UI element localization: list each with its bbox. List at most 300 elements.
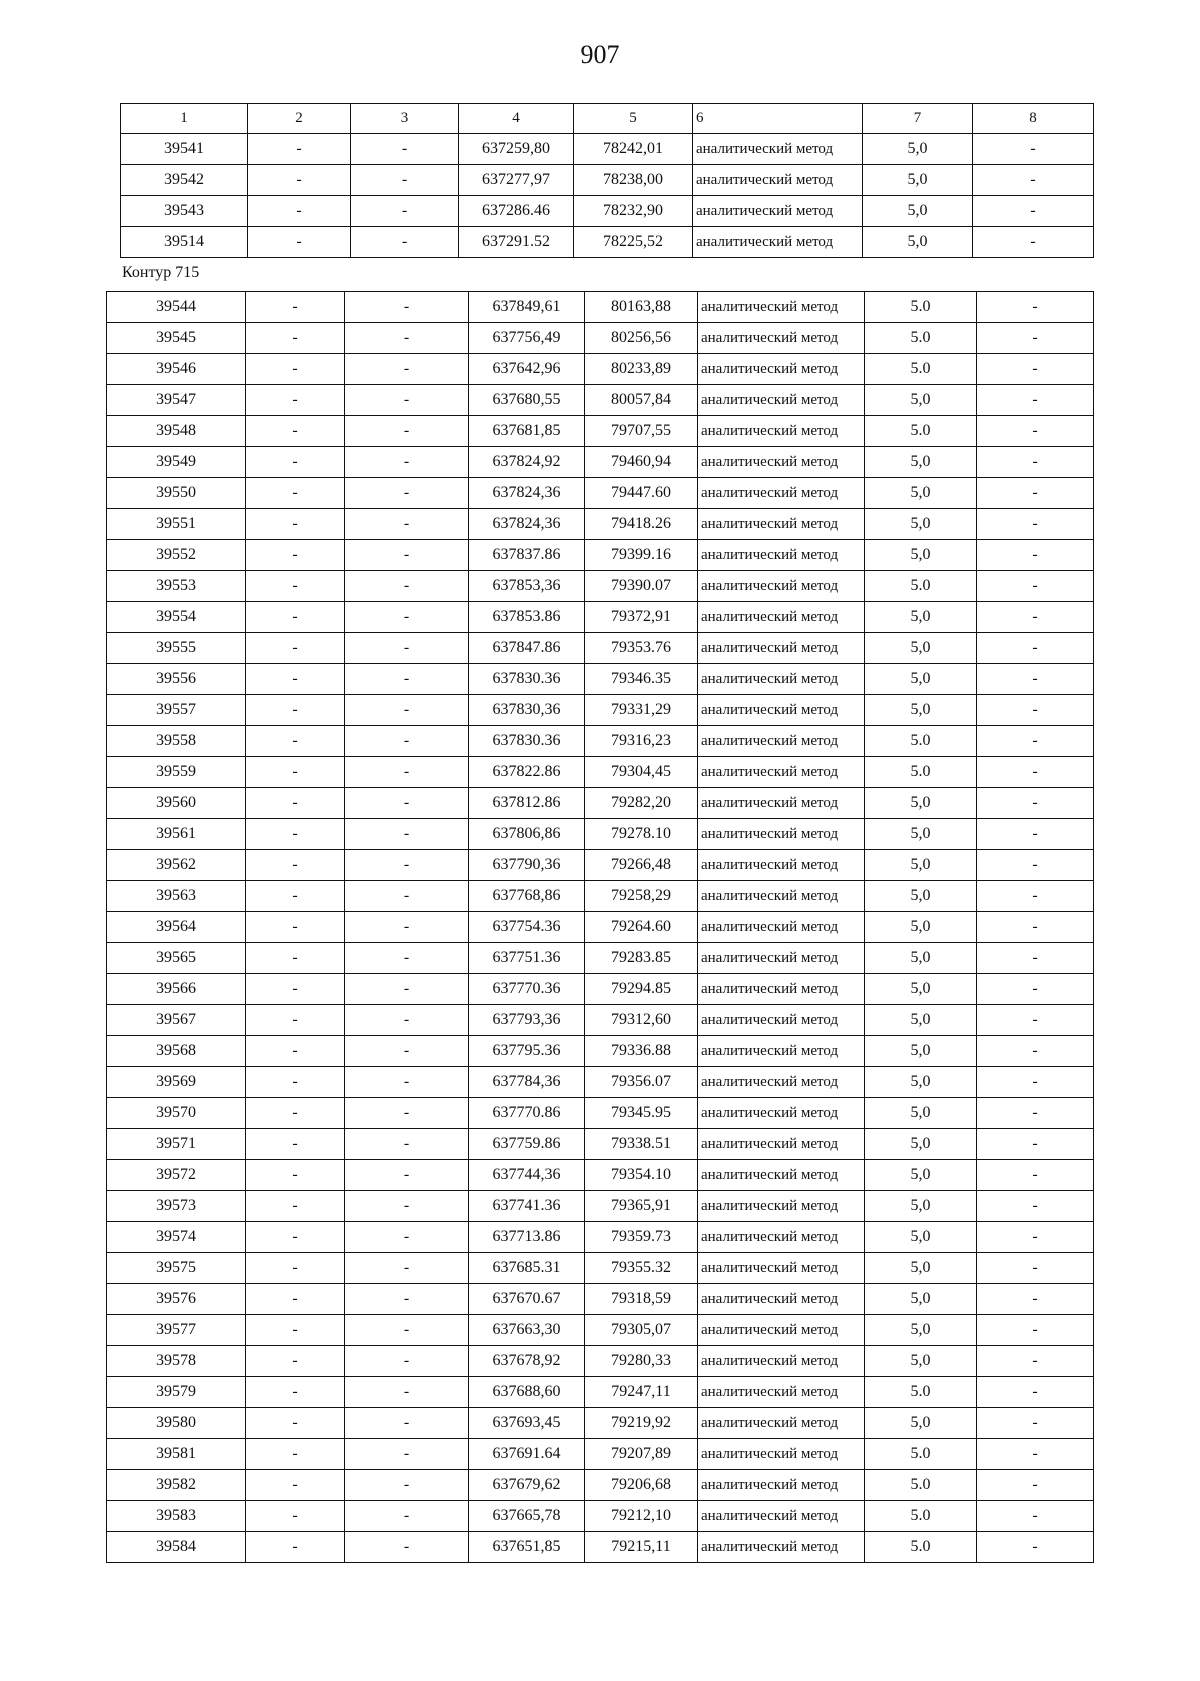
cell-col-3: - [351, 227, 459, 258]
cell-col-8: - [977, 1408, 1094, 1439]
cell-col-3: - [345, 1408, 469, 1439]
table-row [107, 571, 1094, 602]
cell-col-5: 79346.35 [585, 664, 698, 695]
cell-col-3: - [345, 1191, 469, 1222]
cell-col-8: - [977, 354, 1094, 385]
cell-col-1: 39550 [107, 478, 246, 509]
cell-col-3: - [345, 478, 469, 509]
cell-col-5: 79294.85 [585, 974, 698, 1005]
cell-col-1: 39575 [107, 1253, 246, 1284]
cell-col-8: - [977, 1377, 1094, 1408]
cell-col-7: 5,0 [865, 664, 977, 695]
cell-col-2: - [246, 602, 345, 633]
contour-caption: Контур 715 [122, 264, 200, 281]
cell-col-3: - [345, 1315, 469, 1346]
cell-col-3: - [345, 509, 469, 540]
cell-col-7: 5,0 [865, 881, 977, 912]
cell-col-3: - [345, 292, 469, 323]
cell-col-2: - [246, 819, 345, 850]
cell-col-8: - [977, 1036, 1094, 1067]
cell-col-3: - [345, 540, 469, 571]
cell-col-4: 637713.86 [469, 1222, 585, 1253]
cell-col-4: 637830.36 [469, 664, 585, 695]
cell-col-7: 5.0 [865, 1439, 977, 1470]
cell-col-7: 5,0 [865, 1284, 977, 1315]
cell-col-2: - [246, 1439, 345, 1470]
cell-col-3: - [345, 354, 469, 385]
table-row [107, 1439, 1094, 1470]
cell-col-8: - [973, 134, 1094, 165]
cell-col-6: аналитический метод [698, 1315, 865, 1346]
cell-col-6: аналитический метод [698, 354, 865, 385]
cell-col-6: аналитический метод [698, 1439, 865, 1470]
cell-col-3: - [345, 1346, 469, 1377]
cell-col-1: 39554 [107, 602, 246, 633]
cell-col-5: 79312,60 [585, 1005, 698, 1036]
cell-col-7: 5.0 [865, 323, 977, 354]
cell-col-6: аналитический метод [698, 695, 865, 726]
cell-col-8: - [977, 1346, 1094, 1377]
table-row [107, 943, 1094, 974]
cell-col-1: 39549 [107, 447, 246, 478]
cell-col-1: 39578 [107, 1346, 246, 1377]
cell-col-3: - [345, 447, 469, 478]
cell-col-2: - [246, 571, 345, 602]
cell-col-2: - [246, 1346, 345, 1377]
cell-col-5: 79354.10 [585, 1160, 698, 1191]
cell-col-2: - [246, 757, 345, 788]
table-row [107, 602, 1094, 633]
cell-col-8: - [977, 881, 1094, 912]
cell-col-5: 79264.60 [585, 912, 698, 943]
cell-col-1: 39580 [107, 1408, 246, 1439]
cell-col-4: 637793,36 [469, 1005, 585, 1036]
cell-col-7: 5,0 [865, 695, 977, 726]
cell-col-4: 637824,92 [469, 447, 585, 478]
cell-col-5: 79266,48 [585, 850, 698, 881]
cell-col-6: аналитический метод [698, 788, 865, 819]
cell-col-8: - [977, 1222, 1094, 1253]
cell-col-2: - [246, 447, 345, 478]
cell-col-6: аналитический метод [698, 1408, 865, 1439]
cell-col-3: - [345, 1222, 469, 1253]
cell-col-6: аналитический метод [698, 819, 865, 850]
cell-col-8: - [977, 1284, 1094, 1315]
cell-col-1: 39574 [107, 1222, 246, 1253]
cell-col-2: - [246, 1315, 345, 1346]
cell-col-4: 637770.86 [469, 1098, 585, 1129]
cell-col-8: - [977, 292, 1094, 323]
cell-col-7: 5,0 [865, 1315, 977, 1346]
cell-col-4: 637812.86 [469, 788, 585, 819]
cell-col-2: - [246, 1191, 345, 1222]
cell-col-1: 39557 [107, 695, 246, 726]
cell-col-1: 39576 [107, 1284, 246, 1315]
table-row [107, 1067, 1094, 1098]
cell-col-5: 78225,52 [574, 227, 693, 258]
cell-col-8: - [977, 1439, 1094, 1470]
cell-col-3: - [345, 974, 469, 1005]
table-row [121, 165, 1094, 196]
cell-col-8: - [977, 540, 1094, 571]
cell-col-8: - [977, 571, 1094, 602]
cell-col-5: 79338.51 [585, 1129, 698, 1160]
cell-col-4: 637824,36 [469, 478, 585, 509]
cell-col-2: - [246, 416, 345, 447]
cell-col-8: - [977, 385, 1094, 416]
cell-col-2: - [248, 134, 351, 165]
cell-col-5: 79390.07 [585, 571, 698, 602]
cell-col-8: - [977, 323, 1094, 354]
cell-col-7: 5.0 [865, 757, 977, 788]
cell-col-6: аналитический метод [698, 1067, 865, 1098]
cell-col-7: 5,0 [865, 1222, 977, 1253]
table-row [121, 196, 1094, 227]
table-row [107, 1129, 1094, 1160]
cell-col-2: - [246, 912, 345, 943]
cell-col-3: - [351, 196, 459, 227]
cell-col-3: - [345, 1501, 469, 1532]
cell-col-2: - [246, 974, 345, 1005]
cell-col-6: аналитический метод [698, 757, 865, 788]
table-row [107, 323, 1094, 354]
cell-col-6: аналитический метод [698, 1284, 865, 1315]
cell-col-7: 5,0 [865, 1098, 977, 1129]
cell-col-2: - [246, 509, 345, 540]
cell-col-1: 39553 [107, 571, 246, 602]
cell-col-7: 5.0 [865, 292, 977, 323]
table-row [107, 1377, 1094, 1408]
table-row [107, 540, 1094, 571]
cell-col-8: - [977, 1315, 1094, 1346]
cell-col-4: 637806,86 [469, 819, 585, 850]
cell-col-5: 79219,92 [585, 1408, 698, 1439]
cell-col-7: 5,0 [863, 196, 973, 227]
cell-col-3: - [345, 416, 469, 447]
cell-col-2: - [246, 1222, 345, 1253]
cell-col-4: 637756,49 [469, 323, 585, 354]
cell-col-5: 79447.60 [585, 478, 698, 509]
cell-col-8: - [977, 1160, 1094, 1191]
cell-col-1: 39564 [107, 912, 246, 943]
cell-col-1: 39568 [107, 1036, 246, 1067]
coordinates-table-top [120, 103, 1094, 258]
cell-col-8: - [977, 602, 1094, 633]
cell-col-1: 39577 [107, 1315, 246, 1346]
cell-col-7: 5,0 [863, 134, 973, 165]
cell-col-8: - [973, 165, 1094, 196]
cell-col-6: аналитический метод [698, 726, 865, 757]
cell-col-1: 39544 [107, 292, 246, 323]
cell-col-5: 79258,29 [585, 881, 698, 912]
cell-col-6: аналитический метод [698, 540, 865, 571]
cell-col-2: - [246, 1253, 345, 1284]
cell-col-8: - [977, 664, 1094, 695]
cell-col-4: 637685.31 [469, 1253, 585, 1284]
cell-col-3: - [345, 664, 469, 695]
cell-col-6: аналитический метод [698, 323, 865, 354]
cell-col-3: - [345, 1160, 469, 1191]
cell-col-1: 39583 [107, 1501, 246, 1532]
cell-col-3: - [345, 571, 469, 602]
cell-col-4: 637277,97 [459, 165, 574, 196]
cell-col-8: - [977, 447, 1094, 478]
cell-col-5: 78232,90 [574, 196, 693, 227]
cell-col-8: - [977, 633, 1094, 664]
cell-col-8: - [977, 974, 1094, 1005]
cell-col-2: - [246, 540, 345, 571]
cell-col-4: 637759.86 [469, 1129, 585, 1160]
cell-col-2: - [246, 1377, 345, 1408]
table-row [107, 354, 1094, 385]
cell-col-7: 7 [863, 104, 973, 134]
cell-col-5: 79207,89 [585, 1439, 698, 1470]
cell-col-6: аналитический метод [698, 1036, 865, 1067]
cell-col-4: 637693,45 [469, 1408, 585, 1439]
coordinates-table-main [106, 291, 1094, 1563]
cell-col-6: 6 [693, 104, 863, 134]
cell-col-6: аналитический метод [693, 134, 863, 165]
cell-col-7: 5.0 [865, 726, 977, 757]
cell-col-4: 637665,78 [469, 1501, 585, 1532]
cell-col-5: 80256,56 [585, 323, 698, 354]
cell-col-6: аналитический метод [698, 1501, 865, 1532]
cell-col-3: - [345, 788, 469, 819]
cell-col-2: - [246, 1067, 345, 1098]
cell-col-2: - [246, 323, 345, 354]
cell-col-3: - [345, 633, 469, 664]
cell-col-4: 637822.86 [469, 757, 585, 788]
cell-col-6: аналитический метод [698, 478, 865, 509]
cell-col-7: 5.0 [865, 416, 977, 447]
cell-col-4: 637286.46 [459, 196, 574, 227]
cell-col-3: - [345, 1036, 469, 1067]
cell-col-1: 39572 [107, 1160, 246, 1191]
cell-col-7: 5.0 [865, 571, 977, 602]
cell-col-6: аналитический метод [698, 633, 865, 664]
cell-col-1: 39559 [107, 757, 246, 788]
cell-col-1: 1 [121, 104, 248, 134]
cell-col-8: - [977, 757, 1094, 788]
cell-col-5: 79316,23 [585, 726, 698, 757]
cell-col-6: аналитический метод [698, 1191, 865, 1222]
cell-col-4: 637291.52 [459, 227, 574, 258]
cell-col-1: 39563 [107, 881, 246, 912]
cell-col-6: аналитический метод [698, 850, 865, 881]
cell-col-1: 39543 [121, 196, 248, 227]
cell-col-6: аналитический метод [698, 416, 865, 447]
cell-col-4: 637688,60 [469, 1377, 585, 1408]
cell-col-5: 80163,88 [585, 292, 698, 323]
table-row [107, 1036, 1094, 1067]
cell-col-6: аналитический метод [698, 292, 865, 323]
cell-col-6: аналитический метод [698, 1005, 865, 1036]
cell-col-5: 78242,01 [574, 134, 693, 165]
cell-col-4: 637741.36 [469, 1191, 585, 1222]
cell-col-4: 637770.36 [469, 974, 585, 1005]
cell-col-3: - [345, 1005, 469, 1036]
cell-col-4: 637784,36 [469, 1067, 585, 1098]
cell-col-8: 8 [973, 104, 1094, 134]
cell-col-3: - [345, 943, 469, 974]
cell-col-6: аналитический метод [698, 1098, 865, 1129]
cell-col-3: - [345, 1284, 469, 1315]
cell-col-2: - [246, 1160, 345, 1191]
cell-col-2: - [246, 726, 345, 757]
cell-col-4: 637670.67 [469, 1284, 585, 1315]
cell-col-7: 5,0 [865, 1408, 977, 1439]
cell-col-7: 5,0 [865, 1253, 977, 1284]
cell-col-8: - [977, 478, 1094, 509]
cell-col-1: 39562 [107, 850, 246, 881]
cell-col-7: 5,0 [865, 478, 977, 509]
cell-col-4: 637663,30 [469, 1315, 585, 1346]
cell-col-1: 39548 [107, 416, 246, 447]
cell-col-8: - [973, 227, 1094, 258]
cell-col-6: аналитический метод [698, 912, 865, 943]
cell-col-4: 637824,36 [469, 509, 585, 540]
cell-col-2: - [246, 354, 345, 385]
cell-col-6: аналитический метод [693, 227, 863, 258]
cell-col-7: 5,0 [865, 1005, 977, 1036]
cell-col-1: 39582 [107, 1470, 246, 1501]
table-row [107, 819, 1094, 850]
cell-col-1: 39558 [107, 726, 246, 757]
cell-col-2: - [246, 1036, 345, 1067]
table-row [107, 1098, 1094, 1129]
cell-col-8: - [977, 850, 1094, 881]
table-row [107, 1160, 1094, 1191]
cell-col-2: - [246, 478, 345, 509]
cell-col-4: 637768,86 [469, 881, 585, 912]
table-row [107, 478, 1094, 509]
cell-col-5: 79707,55 [585, 416, 698, 447]
cell-col-1: 39556 [107, 664, 246, 695]
cell-col-1: 39584 [107, 1532, 246, 1563]
cell-col-7: 5,0 [865, 1191, 977, 1222]
cell-col-4: 637691.64 [469, 1439, 585, 1470]
cell-col-1: 39542 [121, 165, 248, 196]
cell-col-3: - [345, 1067, 469, 1098]
cell-col-4: 637830,36 [469, 695, 585, 726]
cell-col-2: - [246, 1501, 345, 1532]
cell-col-2: - [246, 788, 345, 819]
cell-col-5: 5 [574, 104, 693, 134]
cell-col-3: - [345, 1129, 469, 1160]
cell-col-1: 39547 [107, 385, 246, 416]
cell-col-2: - [246, 1408, 345, 1439]
cell-col-7: 5.0 [865, 1470, 977, 1501]
cell-col-2: - [246, 664, 345, 695]
cell-col-5: 79399.16 [585, 540, 698, 571]
table-row [107, 1222, 1094, 1253]
table-row [107, 1005, 1094, 1036]
cell-col-2: - [246, 633, 345, 664]
cell-col-3: - [345, 819, 469, 850]
cell-col-7: 5,0 [865, 819, 977, 850]
cell-col-6: аналитический метод [698, 943, 865, 974]
table-header-row [121, 104, 1094, 134]
table-row [107, 726, 1094, 757]
cell-col-4: 637259,80 [459, 134, 574, 165]
table-row [107, 757, 1094, 788]
cell-col-6: аналитический метод [698, 602, 865, 633]
table-row [107, 1501, 1094, 1532]
cell-col-6: аналитический метод [698, 1470, 865, 1501]
cell-col-7: 5,0 [865, 602, 977, 633]
cell-col-8: - [977, 695, 1094, 726]
table-row [107, 1408, 1094, 1439]
table-row [107, 1470, 1094, 1501]
table-row [107, 912, 1094, 943]
cell-col-3: - [345, 1470, 469, 1501]
cell-col-6: аналитический метод [698, 881, 865, 912]
cell-col-8: - [977, 912, 1094, 943]
table-row [107, 416, 1094, 447]
table-row [107, 292, 1094, 323]
cell-col-5: 80233,89 [585, 354, 698, 385]
cell-col-4: 637744,36 [469, 1160, 585, 1191]
cell-col-2: - [246, 943, 345, 974]
cell-col-6: аналитический метод [698, 664, 865, 695]
cell-col-3: - [351, 134, 459, 165]
cell-col-4: 637651,85 [469, 1532, 585, 1563]
cell-col-5: 79345.95 [585, 1098, 698, 1129]
cell-col-2: - [248, 165, 351, 196]
cell-col-2: - [246, 1129, 345, 1160]
cell-col-6: аналитический метод [698, 385, 865, 416]
cell-col-7: 5,0 [865, 1036, 977, 1067]
cell-col-6: аналитический метод [698, 1253, 865, 1284]
cell-col-4: 637837.86 [469, 540, 585, 571]
cell-col-4: 637849,61 [469, 292, 585, 323]
cell-col-6: аналитический метод [698, 974, 865, 1005]
cell-col-7: 5.0 [865, 1501, 977, 1532]
cell-col-1: 39579 [107, 1377, 246, 1408]
cell-col-7: 5.0 [865, 1377, 977, 1408]
cell-col-3: - [345, 850, 469, 881]
cell-col-1: 39565 [107, 943, 246, 974]
cell-col-5: 79206,68 [585, 1470, 698, 1501]
cell-col-8: - [977, 726, 1094, 757]
cell-col-1: 39573 [107, 1191, 246, 1222]
cell-col-6: аналитический метод [693, 165, 863, 196]
cell-col-3: - [345, 912, 469, 943]
table-row [107, 695, 1094, 726]
cell-col-7: 5,0 [865, 1160, 977, 1191]
cell-col-8: - [977, 1067, 1094, 1098]
cell-col-4: 637680,55 [469, 385, 585, 416]
cell-col-3: - [345, 602, 469, 633]
cell-col-8: - [977, 1532, 1094, 1563]
cell-col-2: - [246, 385, 345, 416]
cell-col-5: 79247,11 [585, 1377, 698, 1408]
cell-col-5: 79356.07 [585, 1067, 698, 1098]
cell-col-7: 5,0 [865, 1067, 977, 1098]
cell-col-4: 637642,96 [469, 354, 585, 385]
cell-col-2: - [246, 1532, 345, 1563]
cell-col-6: аналитический метод [698, 1346, 865, 1377]
cell-col-4: 637678,92 [469, 1346, 585, 1377]
cell-col-8: - [977, 1470, 1094, 1501]
cell-col-5: 79280,33 [585, 1346, 698, 1377]
cell-col-6: аналитический метод [698, 1129, 865, 1160]
cell-col-2: - [248, 227, 351, 258]
cell-col-7: 5,0 [863, 227, 973, 258]
cell-col-4: 637790,36 [469, 850, 585, 881]
cell-col-8: - [977, 1253, 1094, 1284]
cell-col-3: - [345, 1377, 469, 1408]
